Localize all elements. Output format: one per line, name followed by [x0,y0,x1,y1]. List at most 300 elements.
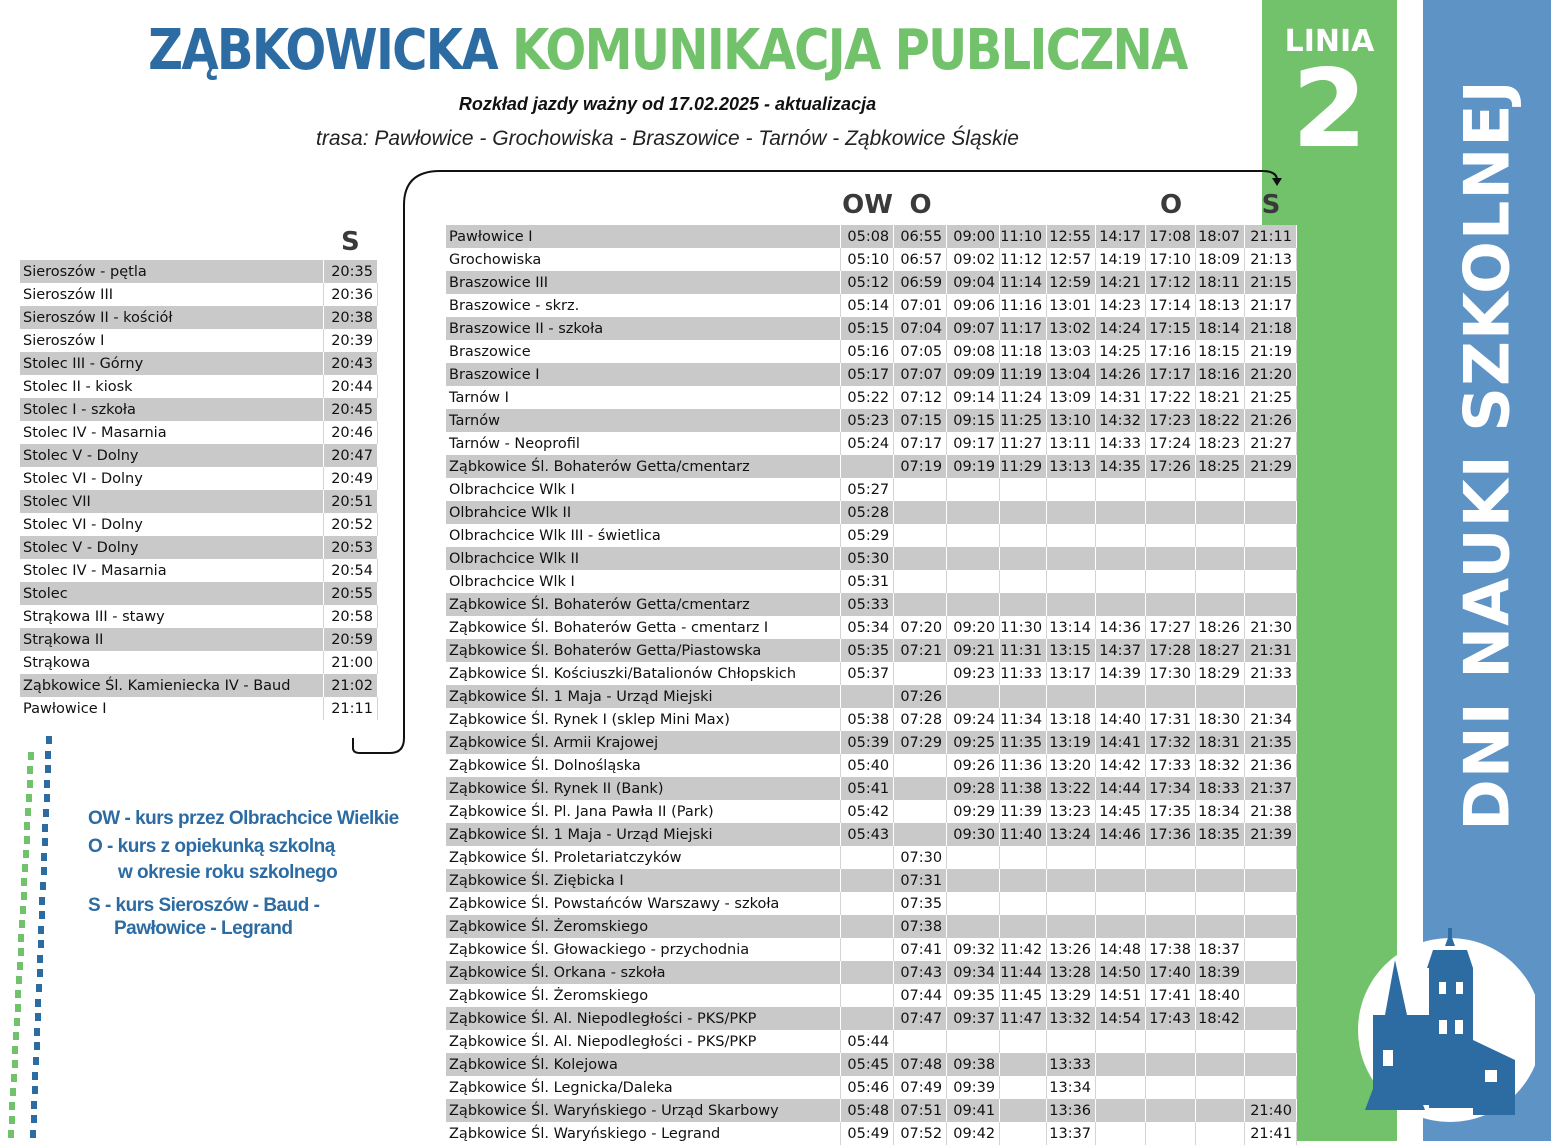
departure-time [1195,1076,1244,1099]
departure-time: 07:48 [894,1053,947,1076]
departure-time: 12:59 [1047,271,1096,294]
departure-time [1146,1030,1196,1053]
column-header-o: O [909,190,932,220]
departure-time: 20:59 [324,628,378,651]
stop-name: Stolec VI - Dolny [20,467,324,490]
decorative-dot [23,850,29,858]
table-row [446,1099,1297,1122]
departure-time: 11:44 [1000,961,1047,984]
departure-time [894,501,947,524]
departure-time: 07:47 [894,1007,947,1030]
departure-time [1047,524,1096,547]
departure-time: 11:30 [1000,616,1047,639]
departure-time [1146,547,1196,570]
left-timetable [20,260,378,720]
departure-time: 05:08 [841,225,894,248]
departure-time [1000,478,1047,501]
departure-time [1000,1053,1047,1076]
table-row [446,248,1297,271]
decorative-dot [8,1130,14,1138]
departure-time [1000,547,1047,570]
departure-time: 13:01 [1047,294,1096,317]
departure-time: 13:11 [1047,432,1096,455]
departure-time: 17:22 [1146,386,1196,409]
decorative-dot [32,1072,38,1080]
departure-time [1000,593,1047,616]
table-row [446,685,1297,708]
decorative-dot [16,976,22,984]
table-row [20,651,378,674]
departure-time: 05:10 [841,248,894,271]
departure-time [1195,593,1244,616]
table-row [20,260,378,283]
departure-time: 11:24 [1000,386,1047,409]
departure-time [1047,685,1096,708]
departure-time [894,547,947,570]
stop-name: Ząbkowice Śl. Pl. Jana Pawła II (Park) [446,800,841,823]
decorative-dot [21,878,27,886]
stop-name: Sieroszów I [20,329,324,352]
departure-time: 14:41 [1096,731,1146,754]
departure-time: 11:18 [1000,340,1047,363]
departure-time [1000,1099,1047,1122]
departure-time [1000,892,1047,915]
departure-time: 18:25 [1195,455,1244,478]
stop-name: Stolec IV - Masarnia [20,421,324,444]
departure-time [1195,524,1244,547]
departure-time: 17:36 [1146,823,1196,846]
decorative-dot [15,990,21,998]
decorative-dot [41,867,47,875]
decorative-dot [26,794,32,802]
departure-time: 09:06 [947,294,1000,317]
departure-time [1096,685,1146,708]
stop-name: Sieroszów - pętla [20,260,324,283]
departure-time: 21:39 [1244,823,1296,846]
decorative-dot [28,752,34,760]
decorative-dot [45,751,51,759]
departure-time: 14:48 [1096,938,1146,961]
departure-time: 18:13 [1195,294,1244,317]
departure-time: 11:35 [1000,731,1047,754]
departure-time: 14:19 [1096,248,1146,271]
stop-name: Stolec V - Dolny [20,536,324,559]
departure-time [1096,1099,1146,1122]
departure-time [1146,685,1196,708]
departure-time [1146,524,1196,547]
departure-time: 17:30 [1146,662,1196,685]
departure-time [1000,524,1047,547]
departure-time [1244,547,1296,570]
departure-time: 13:15 [1047,639,1096,662]
decorative-dot [19,920,25,928]
departure-time: 05:30 [841,547,894,570]
decorative-dot [39,911,45,919]
departure-time: 05:42 [841,800,894,823]
departure-time [1096,1076,1146,1099]
column-header-ow: OW [842,190,893,220]
decorative-dot [38,940,44,948]
departure-time: 05:35 [841,639,894,662]
departure-time: 17:35 [1146,800,1196,823]
decorative-dot [33,1057,39,1065]
departure-time [1195,1053,1244,1076]
departure-time: 13:03 [1047,340,1096,363]
table-row [446,271,1297,294]
departure-time: 09:23 [947,662,1000,685]
departure-time: 17:31 [1146,708,1196,731]
departure-time [947,915,1000,938]
departure-time: 05:46 [841,1076,894,1099]
departure-time [1244,846,1296,869]
departure-time: 20:54 [324,559,378,582]
stop-name: Ząbkowice Śl. Bohaterów Getta/cmentarz [446,455,841,478]
departure-time: 14:35 [1096,455,1146,478]
departure-time: 06:55 [894,225,947,248]
decorative-dot [15,1004,21,1012]
departure-time: 18:39 [1195,961,1244,984]
departure-time: 20:47 [324,444,378,467]
line-label: LINIA [1284,24,1375,59]
departure-time: 21:41 [1244,1122,1296,1145]
departure-time: 14:44 [1096,777,1146,800]
decorative-dot [25,808,31,816]
departure-time: 14:42 [1096,754,1146,777]
decorative-dot [17,962,23,970]
departure-time [1146,593,1196,616]
departure-time: 20:44 [324,375,378,398]
table-row [446,869,1297,892]
decorative-dot [37,969,43,977]
table-row [446,1053,1297,1076]
departure-time: 20:55 [324,582,378,605]
departure-time: 17:28 [1146,639,1196,662]
departure-time: 20:53 [324,536,378,559]
stop-name: Ząbkowice Śl. Ziębicka I [446,869,841,892]
departure-time: 18:29 [1195,662,1244,685]
departure-time: 17:10 [1146,248,1196,271]
departure-time [894,777,947,800]
validity-subtitle: Rozkład jazdy ważny od 17.02.2025 - aktualizacja [458,94,877,114]
table-row [446,225,1297,248]
departure-time: 11:16 [1000,294,1047,317]
decorative-dot [12,1046,18,1054]
table-row [20,582,378,605]
departure-time [1000,570,1047,593]
departure-time: 21:18 [1244,317,1296,340]
route-description: trasa: Pawłowice - Grochowiska - Braszowice - Tarnów - Ząbkowice Śląskie [316,127,1019,150]
decorative-dot [46,736,52,744]
decorative-dot [24,822,30,830]
departure-time [894,570,947,593]
departure-time: 21:20 [1244,363,1296,386]
departure-time: 14:32 [1096,409,1146,432]
departure-time: 09:32 [947,938,1000,961]
departure-time: 09:35 [947,984,1000,1007]
departure-time: 21:00 [324,651,378,674]
left-col-header-s: S [341,227,360,257]
departure-time: 17:17 [1146,363,1196,386]
departure-time: 07:01 [894,294,947,317]
table-row [20,352,378,375]
table-row [20,628,378,651]
table-row [446,915,1297,938]
departure-time: 20:39 [324,329,378,352]
departure-time: 14:45 [1096,800,1146,823]
decorative-dot [44,794,50,802]
departure-time [1096,524,1146,547]
stop-name: Braszowice I [446,363,841,386]
departure-time: 09:14 [947,386,1000,409]
departure-time [841,938,894,961]
departure-time [947,570,1000,593]
stop-name: Ząbkowice Śl. Rynek I (sklep Mini Max) [446,708,841,731]
departure-time: 17:26 [1146,455,1196,478]
departure-time: 18:16 [1195,363,1244,386]
title-part-1: ZĄBKOWICKA [148,18,497,83]
stop-name: Ząbkowice Śl. Głowackiego - przychodnia [446,938,841,961]
decorative-dot [35,1013,41,1021]
departure-time [1000,1030,1047,1053]
decorative-dot [45,765,51,773]
decorative-dot [42,824,48,832]
departure-time: 05:37 [841,662,894,685]
departure-time [1244,1053,1296,1076]
departure-time: 11:31 [1000,639,1047,662]
departure-time: 13:17 [1047,662,1096,685]
departure-time: 05:24 [841,432,894,455]
departure-time [1047,915,1096,938]
decorative-dot [42,838,48,846]
departure-time [947,524,1000,547]
departure-time [947,892,1000,915]
decorative-dot [18,948,24,956]
stop-name: Stolec IV - Masarnia [20,559,324,582]
departure-time [1000,915,1047,938]
departure-time [841,984,894,1007]
departure-time: 18:07 [1195,225,1244,248]
departure-time [947,685,1000,708]
table-row [446,1076,1297,1099]
departure-time: 07:15 [894,409,947,432]
table-row [20,306,378,329]
table-row [446,1007,1297,1030]
departure-time [1244,685,1296,708]
departure-time [947,547,1000,570]
stop-name: Braszowice II - szkoła [446,317,841,340]
departure-time: 09:21 [947,639,1000,662]
departure-time: 17:24 [1146,432,1196,455]
departure-time: 11:12 [1000,248,1047,271]
departure-time: 20:49 [324,467,378,490]
stop-name: Ząbkowice Śl. Dolnośląska [446,754,841,777]
departure-time: 07:07 [894,363,947,386]
departure-time [894,662,947,685]
departure-time [894,754,947,777]
departure-time: 18:11 [1195,271,1244,294]
departure-time [1000,869,1047,892]
table-row [446,1122,1297,1145]
departure-time: 07:21 [894,639,947,662]
departure-time: 09:24 [947,708,1000,731]
departure-time: 05:41 [841,777,894,800]
departure-time: 05:27 [841,478,894,501]
departure-time: 21:25 [1244,386,1296,409]
decorative-dot [38,926,44,934]
departure-time: 21:19 [1244,340,1296,363]
table-row [446,294,1297,317]
departure-time: 18:23 [1195,432,1244,455]
table-row [446,662,1297,685]
stop-name: Tarnów - Neoprofil [446,432,841,455]
departure-time: 09:42 [947,1122,1000,1145]
departure-time: 18:22 [1195,409,1244,432]
departure-time: 21:31 [1244,639,1296,662]
decorative-dot [44,780,50,788]
departure-time [1195,915,1244,938]
departure-time: 13:20 [1047,754,1096,777]
departure-time [1146,1076,1196,1099]
departure-time [1146,915,1196,938]
column-header-s: S [1261,190,1281,220]
line-number: 2 [1291,47,1368,172]
decorative-dot [39,897,45,905]
departure-time: 07:35 [894,892,947,915]
departure-time [1146,501,1196,524]
stop-name: Pawłowice I [20,697,324,720]
departure-time: 21:17 [1244,294,1296,317]
departure-time [1195,892,1244,915]
departure-time: 11:39 [1000,800,1047,823]
departure-time: 05:38 [841,708,894,731]
table-row [446,317,1297,340]
departure-time: 20:51 [324,490,378,513]
departure-time [1047,892,1096,915]
stop-name: Grochowiska [446,248,841,271]
table-row [20,536,378,559]
departure-time: 14:26 [1096,363,1146,386]
decorative-dot [32,1086,38,1094]
departure-time [1244,938,1296,961]
departure-time [1195,478,1244,501]
departure-time [1244,593,1296,616]
stop-name: Ząbkowice Śl. Waryńskiego - Legrand [446,1122,841,1145]
departure-time: 18:21 [1195,386,1244,409]
departure-time [841,455,894,478]
table-row [446,846,1297,869]
departure-time: 13:19 [1047,731,1096,754]
stop-name: Olbrachcice Wlk I [446,570,841,593]
departure-time: 09:28 [947,777,1000,800]
departure-time [1146,1053,1196,1076]
departure-time: 18:30 [1195,708,1244,731]
table-row [446,570,1297,593]
departure-time: 07:19 [894,455,947,478]
departure-time [1195,846,1244,869]
departure-time [894,478,947,501]
decorative-dot [27,766,33,774]
departure-time: 05:14 [841,294,894,317]
stop-name: Stolec V - Dolny [20,444,324,467]
table-row [446,386,1297,409]
departure-time: 20:43 [324,352,378,375]
departure-time: 09:04 [947,271,1000,294]
departure-time: 05:45 [841,1053,894,1076]
departure-time: 07:52 [894,1122,947,1145]
departure-time [1244,915,1296,938]
departure-time [841,915,894,938]
departure-time [1195,869,1244,892]
departure-time [1096,547,1146,570]
departure-time: 13:36 [1047,1099,1096,1122]
departure-time [894,823,947,846]
departure-time [1195,570,1244,593]
decorative-dot [31,1101,37,1109]
legend-ow: OW - kurs przez Olbrachcice Wielkie [88,808,399,829]
departure-time: 18:42 [1195,1007,1244,1030]
main-timetable [446,225,1297,1145]
table-row [446,731,1297,754]
departure-time: 05:34 [841,616,894,639]
stop-name: Ząbkowice Śl. Proletariatczyków [446,846,841,869]
departure-time: 07:28 [894,708,947,731]
departure-time [1195,685,1244,708]
departure-time [1244,570,1296,593]
departure-time: 13:34 [1047,1076,1096,1099]
departure-time: 18:15 [1195,340,1244,363]
departure-time [1000,685,1047,708]
decorative-dot [30,1130,36,1138]
departure-time: 11:29 [1000,455,1047,478]
stop-name: Sieroszów II - kościół [20,306,324,329]
departure-time [841,846,894,869]
departure-time [841,892,894,915]
departure-time [1244,524,1296,547]
town-crest-icon [1355,920,1535,1130]
departure-time: 05:33 [841,593,894,616]
departure-time: 07:44 [894,984,947,1007]
decorative-dot [37,955,43,963]
table-row [446,892,1297,915]
departure-time [1096,1030,1146,1053]
departure-time: 05:15 [841,317,894,340]
departure-time: 12:55 [1047,225,1096,248]
departure-time: 09:30 [947,823,1000,846]
table-row [446,823,1297,846]
departure-time [894,593,947,616]
vertical-days-label: DNI NAUKI SZKOLNEJ [1450,79,1524,831]
departure-time [1047,478,1096,501]
departure-time: 18:14 [1195,317,1244,340]
departure-time: 11:10 [1000,225,1047,248]
table-row [446,547,1297,570]
departure-time: 17:40 [1146,961,1196,984]
departure-time: 07:51 [894,1099,947,1122]
departure-time: 13:26 [1047,938,1096,961]
departure-time: 11:34 [1000,708,1047,731]
table-row [446,363,1297,386]
departure-time: 05:12 [841,271,894,294]
departure-time: 07:29 [894,731,947,754]
departure-time [1244,984,1296,1007]
stop-name: Ząbkowice Śl. 1 Maja - Urząd Miejski [446,685,841,708]
decorative-dot [35,999,41,1007]
title-part-2: KOMUNIKACJA PUBLICZNA [511,18,1187,83]
departure-time: 07:20 [894,616,947,639]
departure-time: 09:02 [947,248,1000,271]
departure-time: 11:33 [1000,662,1047,685]
departure-time: 09:09 [947,363,1000,386]
